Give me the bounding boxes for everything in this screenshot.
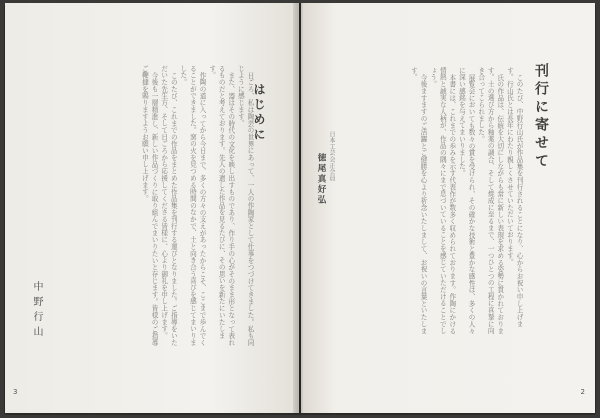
left-paragraph-4: このたび、これまでの作品をまとめた作品集を刊行する運びとなりました。ご指導をいただいた先生方、そして日ごろから応援してくださる皆様に、心より御礼を申し上げます。 <box>159 65 178 346</box>
right-page <box>301 3 595 413</box>
book-spine <box>293 3 303 413</box>
left-body-text <box>62 65 254 347</box>
author-role: 日本工芸会正会員 <box>328 131 335 182</box>
page-number-right: 2 <box>580 388 585 396</box>
left-paragraph-3: 作陶の道に入ってから今日まで、多くの方々の支えがあったからこそ、ここまで歩んでくることができました。窯の火を見つめる時間のなかで、土と向き合う喜びを感じてまいりました。 <box>178 65 207 346</box>
left-paragraph-5: 今後も一層精進し、新しい作品づくりに取り組んでまいりたいと存じます。皆様のご指導ご鞭撻を賜りますようお願い申し上げます。 <box>140 65 159 346</box>
right-paragraph-4: 本書には、これまでの歩みを示す代表作が数多く収められております。作陶にかける情熱と誠実な人柄が、作品の隅々にまで息づいていることを感じていただけることでしょう。 <box>428 67 456 335</box>
page-number-left: 3 <box>13 388 18 396</box>
right-paragraph-3: 展覧会においても数々の賞を受けられ、その確かな技術と豊かな感性は、多くの人々に深い感銘を与えてまいりました。 <box>457 67 476 334</box>
author-name: 中野行山 <box>31 281 42 341</box>
right-paragraph-1: このたび、中野行山氏が作品集を刊行されることになり、心からお祝い申し上げます。行山氏とは長年にわたり親しくさせていただいております。 <box>505 67 523 328</box>
open-book <box>4 3 596 415</box>
right-paragraph-2: 氏の作品は、伝統を大切にしながらも常に新しい表現を求める姿勢に貫かれております。土の選び方から釉薬の調合、そして焼成に至るまで、一つひとつの工程に真摯に向き合ってこられました。 <box>476 67 504 335</box>
right-paragraph-5: 今後ますますのご活躍とご健勝を心より祈念いたしまして、お祝いの言葉といたします。 <box>409 67 428 334</box>
right-body-text <box>367 67 523 337</box>
left-paragraph-2: また、器はその時代の文化を映し出すものであり、作り手の心がそのまま形となって表れるものだと考えております。先人の遺した作品を見るたびに、その思いを新たにいたします。 <box>207 65 235 346</box>
page-title-hajimeni: はじめに <box>252 83 266 143</box>
contributor-name: 徳尾真好弘 <box>316 153 326 206</box>
left-page <box>5 3 299 413</box>
left-paragraph-1: 日ごろ、私は陶芸の世界にあって、一人の作陶家として仕事をつづけてきました。私も同じように感じます。 <box>236 65 254 346</box>
page-title-kankou: 刊行に寄せて <box>533 63 549 171</box>
